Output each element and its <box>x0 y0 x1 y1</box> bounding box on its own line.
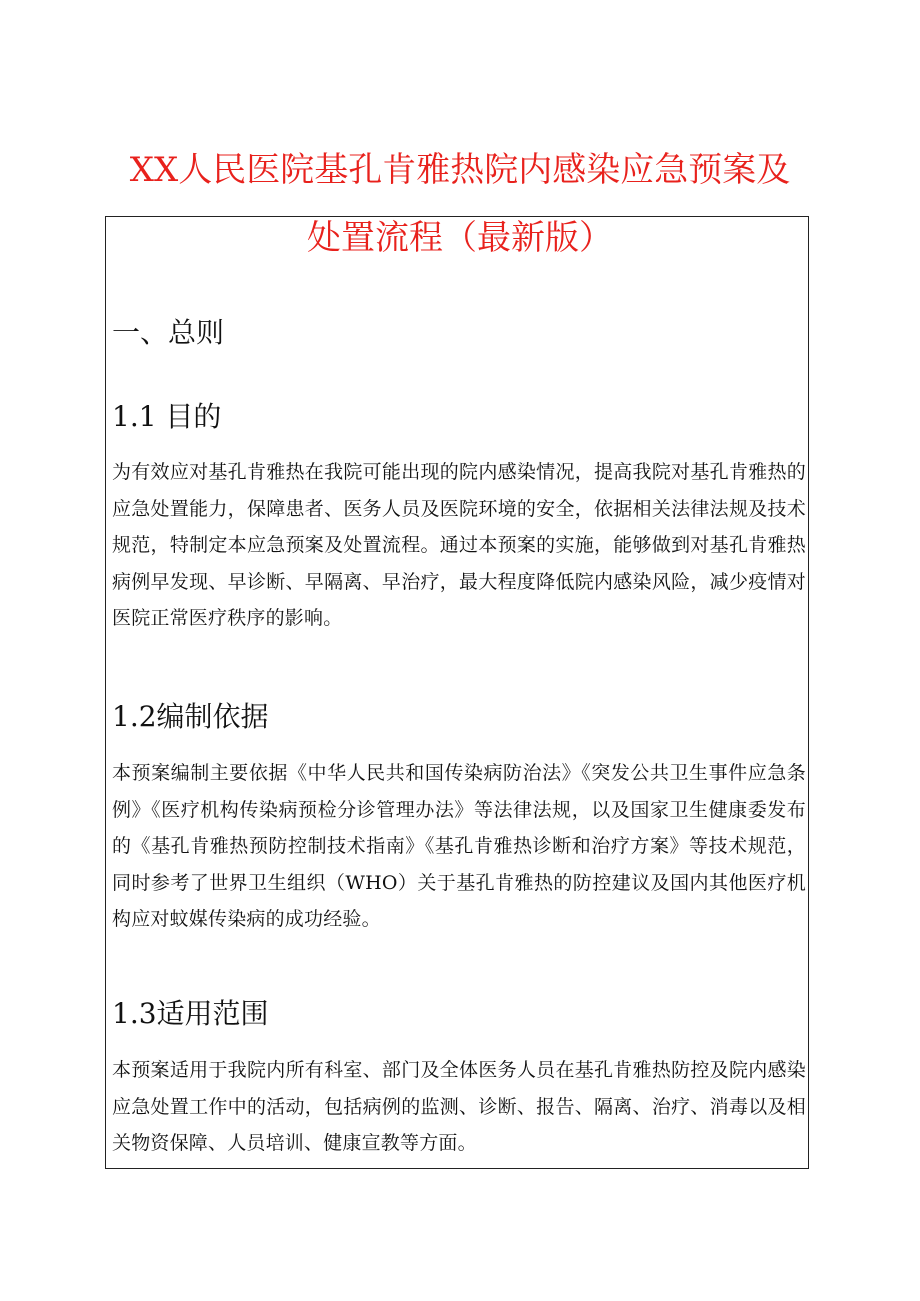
paragraph-scope: 本预案适用于我院内所有科室、部门及全体医务人员在基孔肯雅热防控及院内感染应急处置工作中的活动，包括病例的监测、诊断、报告、隔离、治疗、消毒以及相关物资保障、人员培训、健康宣教等方面。 <box>112 1059 806 1155</box>
section-heading-general: 一、总则 <box>112 316 225 349</box>
paragraph-purpose: 为有效应对基孔肯雅热在我院可能出现的院内感染情况，提高我院对基孔肯雅热的应急处置能力，保障患者、医务人员及医院环境的安全，依据相关法律法规及技术规范，特制定本应急预案及处置流程。通过本预案的实施，能够做到对基孔肯雅热病例早发现、早诊断、早隔离、早治疗，最大程度降低院内感染风险，减少疫情对医院正常医疗秩序的影响。 <box>112 461 806 630</box>
section-heading-basis: 1.2编制依据 <box>112 700 269 733</box>
section-heading-scope: 1.3适用范围 <box>112 997 269 1030</box>
paragraph-basis: 本预案编制主要依据《中华人民共和国传染病防治法》《突发公共卫生事件应急条例》《医疗机构传染病预检分诊管理办法》等法律法规，以及国家卫生健康委发布的《基孔肯雅热预防控制技术指南》《基孔肯雅热诊断和治疗方案》等技术规范，同时参考了世界卫生组织（WHO）关于基孔肯雅热的防控建议及国内其他医疗机构应对蚊媒传染病的成功经验。 <box>112 762 806 931</box>
document-title-line-2: 处置流程（最新版） <box>307 218 613 258</box>
document-title-line-1: XX人民医院基孔肯雅热院内感染应急预案及 <box>129 150 791 190</box>
section-heading-purpose: 1.1 目的 <box>112 400 222 433</box>
